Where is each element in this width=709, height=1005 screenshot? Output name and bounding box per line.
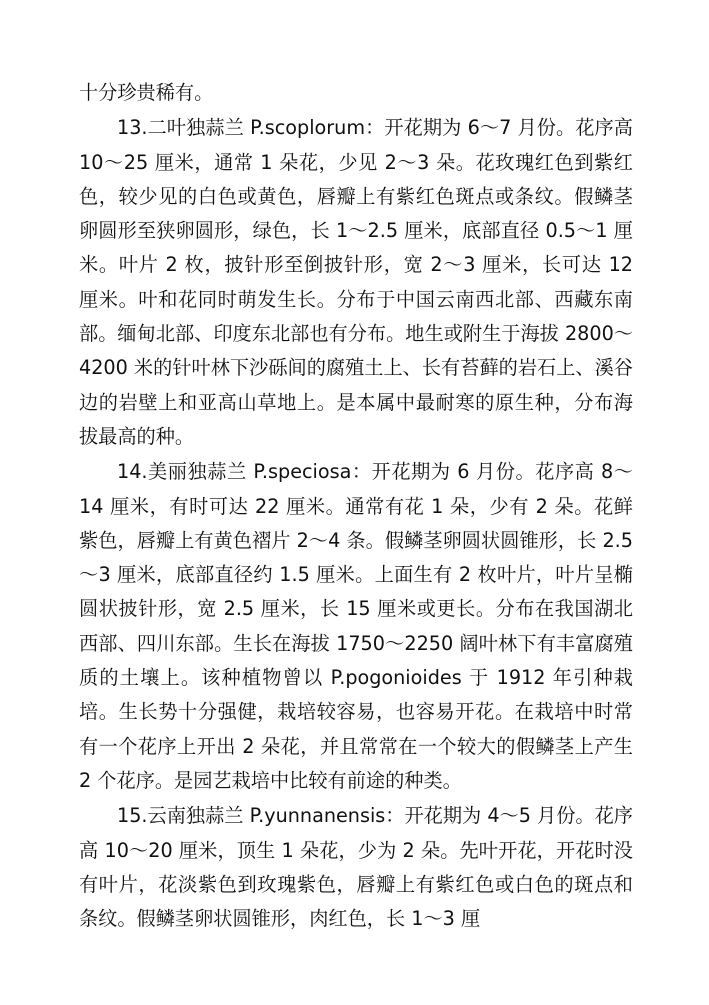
paragraph-species-15: 15.云南独蒜兰 P.yunnanensis：开花期为 4～5 月份。花序高 10～20 厘米，顶生 1 朵花，少为 2 朵。先叶开花，开花时没有叶片，花淡紫色到玫瑰紫色，唇瓣上有紫红色或白色的斑点和条纹。假鳞茎卵状圆锥形，肉红色，长 1～3 厘 [79, 804, 633, 931]
paragraph-species-13: 13.二叶独蒜兰 P.scoplorum：开花期为 6～7 月份。花序高 10～25 厘米，通常 1 朵花，少见 2～3 朵。花玫瑰红色到紫红色，较少见的白色或黄色，唇瓣上有紫红色斑点或条纹。假鳞茎卵圆形至狭卵圆形，绿色，长 1～2.5 厘米，底部直径 0.5～1 厘米。叶片 2 枚，披针形至倒披针形，宽 2～3 厘米，长可达 12 厘米。叶和花同时萌发生长。分布于中国云南西北部、西藏东南部。缅甸北部、印度东北部也有分布。地生或附生于海拔 2800～4200 米的针叶林下沙砾间的腐殖土上、长有苔藓的岩石上、溪谷边的岩壁上和亚高山草地上。是本属中最耐寒的原生种，分布海拔最高的种。 [79, 116, 633, 448]
paragraph-continuation: 十分珍贵稀有。 [79, 81, 214, 104]
document-page [79, 76, 633, 936]
paragraph-species-14: 14.美丽独蒜兰 P.speciosa：开花期为 6 月份。花序高 8～14 厘米，有时可达 22 厘米。通常有花 1 朵，少有 2 朵。花鲜紫色，唇瓣上有黄色褶片 2～4 条。假鳞茎卵圆状圆锥形，长 2.5～3 厘米，底部直径约 1.5 厘米。上面生有 2 枚叶片，叶片呈椭圆状披针形，宽 2.5 厘米，长 15 厘米或更长。分布在我国湖北西部、四川东部。生长在海拔 1750～2250 阔叶林下有丰富腐殖质的土壤上。该种植物曾以 P.pogonioides 于 1912 年引种栽培。生长势十分强健，栽培较容易，也容易开花。在栽培中时常有一个花序上开出 2 朵花，并且常常在一个较大的假鳞茎上产生 2 个花序。是园艺栽培中比较有前途的种类。 [79, 460, 633, 792]
